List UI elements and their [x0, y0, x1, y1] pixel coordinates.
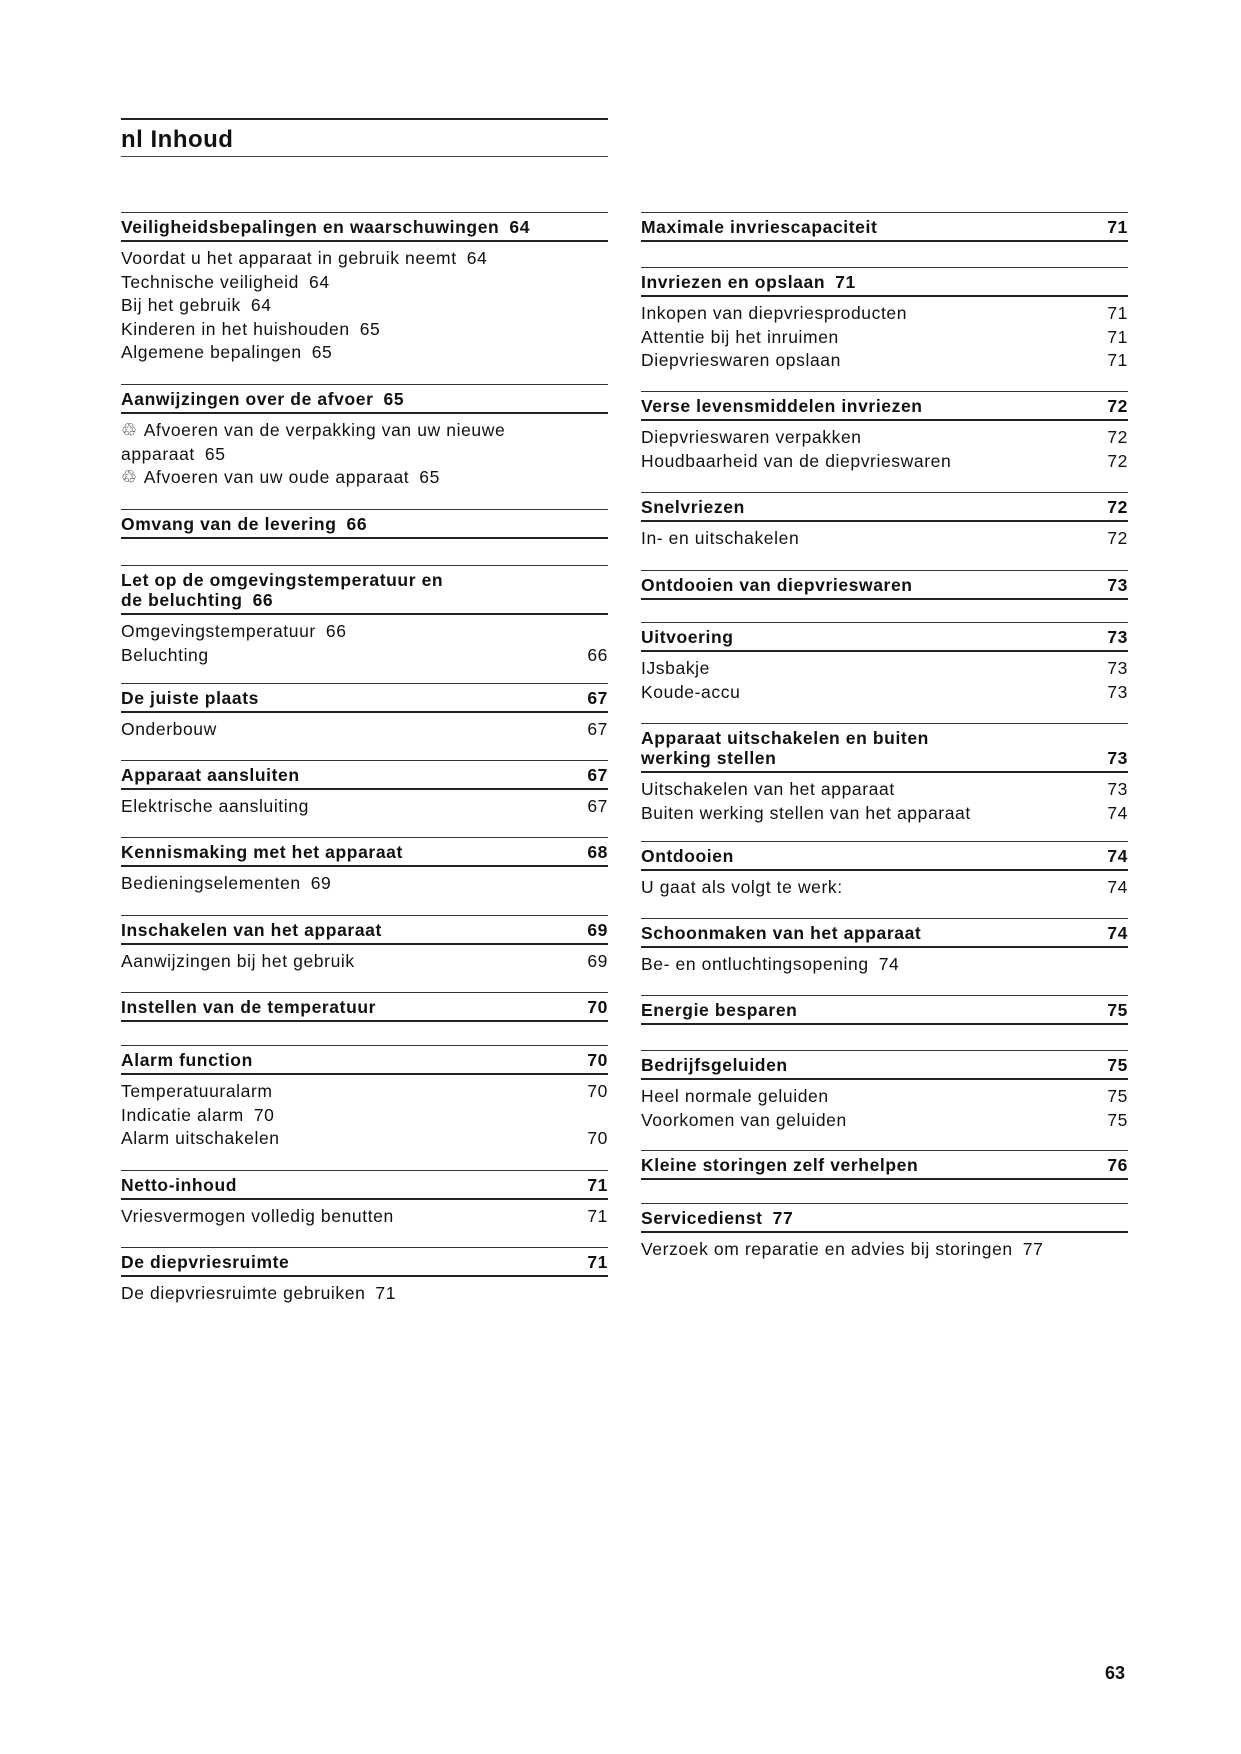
toc-section-heading[interactable]: [641, 267, 1128, 297]
page-ref: 75: [1107, 1000, 1128, 1020]
toc-section-heading[interactable]: [641, 570, 1128, 600]
page-ref: 71: [1107, 326, 1128, 347]
toc-section: [121, 837, 608, 915]
toc-section-heading[interactable]: [121, 683, 608, 713]
heading-text: Snelvriezen: [641, 497, 745, 517]
entry-text: Voordat u het apparaat in gebruik neemt: [121, 248, 457, 268]
toc-entry[interactable]: [641, 450, 1128, 474]
toc-entry[interactable]: [121, 1080, 608, 1104]
toc-left-column: [121, 212, 608, 1307]
toc-section-heading[interactable]: [121, 915, 608, 945]
heading-text: Energie besparen: [641, 1000, 798, 1020]
entry-text: IJsbakje: [641, 658, 710, 678]
toc-section-heading[interactable]: [121, 565, 608, 615]
entry-text: In- en uitschakelen: [641, 528, 800, 548]
toc-entry[interactable]: [641, 426, 1128, 450]
heading-text-line2: de beluchting: [121, 590, 243, 610]
toc-entry[interactable]: [641, 681, 1128, 705]
toc-entry[interactable]: [641, 1238, 1128, 1262]
toc-section-heading[interactable]: [641, 723, 1128, 773]
entry-text: Afvoeren van uw oude apparaat: [143, 467, 410, 487]
recycle-icon: ♲: [121, 467, 138, 487]
entry-text: Alarm uitschakelen: [121, 1128, 280, 1148]
page-ref: 69: [587, 920, 608, 940]
entry-text: Diepvrieswaren opslaan: [641, 350, 841, 370]
toc-section-heading[interactable]: [641, 841, 1128, 871]
heading-text: Let op de omgevingstemperatuur en: [121, 570, 444, 590]
toc-section: [121, 212, 608, 384]
page-ref: 75: [1107, 1055, 1128, 1075]
toc-entry[interactable]: [641, 527, 1128, 551]
heading-text: Alarm function: [121, 1050, 253, 1070]
entry-text: Beluchting: [121, 644, 209, 665]
page-ref: 74: [1107, 846, 1128, 866]
heading-text: Omvang van de levering: [121, 514, 337, 534]
toc-entry[interactable]: [641, 1109, 1128, 1133]
page-number: 63: [1105, 1663, 1126, 1683]
toc-entry[interactable]: [121, 872, 608, 896]
page-ref: 72: [1107, 528, 1128, 548]
entry-text: Vriesvermogen volledig benutten: [121, 1206, 394, 1226]
page-header: [121, 118, 608, 157]
toc-section-heading[interactable]: [641, 1203, 1128, 1233]
toc-entry[interactable]: [121, 466, 608, 490]
toc-entry[interactable]: [121, 1104, 608, 1128]
toc-section: [121, 1247, 608, 1307]
toc-section: [641, 570, 1128, 622]
heading-text: Netto-inhoud: [121, 1175, 238, 1195]
entry-text: Temperatuuralarm: [121, 1081, 273, 1101]
toc-section: [641, 212, 1128, 267]
entry-text: Omgevingstemperatuur: [121, 621, 316, 641]
page-ref: 77: [772, 1208, 794, 1228]
toc-entry[interactable]: [641, 802, 1128, 826]
page-ref: 67: [587, 688, 608, 708]
entry-text: apparaat: [121, 443, 195, 464]
entry-text: Bedieningselementen: [121, 873, 301, 893]
toc-section-heading[interactable]: [641, 622, 1128, 652]
page-ref: 68: [587, 842, 608, 862]
entry-text: U gaat als volgt te werk:: [641, 877, 843, 897]
toc-section: [121, 1045, 608, 1170]
page-ref: 69: [310, 873, 332, 893]
toc-section-heading[interactable]: [641, 212, 1128, 242]
toc-entry-continued[interactable]: [121, 443, 608, 467]
page-ref: 74: [1107, 923, 1128, 943]
toc-entry[interactable]: [121, 620, 608, 644]
toc-entry[interactable]: [641, 953, 1128, 977]
entry-text: Buiten werking stellen van het apparaat: [641, 802, 971, 823]
page-ref: 66: [325, 621, 347, 641]
toc-section-heading[interactable]: [641, 391, 1128, 421]
toc-section: [641, 723, 1128, 841]
toc-section: [121, 1170, 608, 1247]
toc-entry[interactable]: [121, 294, 608, 318]
toc-entry[interactable]: [121, 341, 608, 365]
heading-text: Ontdooien: [641, 846, 734, 866]
toc-section-heading[interactable]: [121, 1170, 608, 1200]
page-ref: 71: [587, 1175, 608, 1195]
toc-entry[interactable]: [121, 950, 608, 974]
heading-text: Servicedienst: [641, 1208, 763, 1228]
entry-text: Elektrische aansluiting: [121, 796, 309, 816]
toc-section: [641, 918, 1128, 995]
page-ref: 67: [587, 719, 608, 739]
toc-section: [121, 992, 608, 1045]
entry-text: Inkopen van diepvriesproducten: [641, 303, 908, 323]
entry-text: Heel normale geluiden: [641, 1086, 829, 1106]
toc-entry[interactable]: [641, 1085, 1128, 1109]
page-ref: 72: [1107, 497, 1128, 517]
page-ref: 65: [359, 318, 381, 339]
page-ref: 74: [1107, 877, 1128, 897]
toc-section: [641, 267, 1128, 391]
page-title: nl Inhoud: [121, 126, 234, 153]
toc-section: [641, 391, 1128, 492]
toc-entry[interactable]: [641, 326, 1128, 350]
toc-section-heading[interactable]: [641, 1050, 1128, 1080]
entry-text: Aanwijzingen bij het gebruik: [121, 951, 355, 971]
page-ref: 70: [587, 1128, 608, 1148]
page-ref: 65: [311, 342, 333, 362]
toc-entry[interactable]: [641, 349, 1128, 373]
page-ref: 73: [1107, 748, 1128, 768]
page-ref: 72: [1107, 427, 1128, 447]
page-ref: 73: [1107, 658, 1128, 678]
toc-section: [641, 1150, 1128, 1203]
toc-right-column: [641, 212, 1128, 1263]
toc-entry[interactable]: [121, 271, 608, 295]
page-ref: 70: [587, 1081, 608, 1101]
page-ref: 72: [1107, 396, 1128, 416]
page-ref: 70: [587, 997, 608, 1017]
heading-text: Veiligheidsbepalingen en waarschuwingen: [121, 217, 500, 237]
toc-entry[interactable]: [641, 657, 1128, 681]
page-ref: 73: [1107, 575, 1128, 595]
toc-entry[interactable]: [121, 419, 608, 443]
heading-text: Kennismaking met het apparaat: [121, 842, 403, 862]
page-ref: 71: [375, 1283, 397, 1303]
page-ref: 75: [1107, 1109, 1128, 1130]
heading-text: Uitvoering: [641, 627, 734, 647]
toc-entry[interactable]: [121, 795, 608, 819]
page-ref: 74: [1107, 802, 1128, 823]
entry-text: Bij het gebruik: [121, 295, 241, 315]
toc-section: [641, 1050, 1128, 1150]
page-ref: 65: [204, 443, 226, 464]
toc-section-heading[interactable]: [121, 837, 608, 867]
toc-entry[interactable]: [121, 1127, 608, 1151]
page-ref: 65: [419, 467, 440, 487]
page-ref: 71: [835, 272, 856, 292]
heading-text: Ontdooien van diepvrieswaren: [641, 575, 913, 595]
heading-text: Inschakelen van het apparaat: [121, 920, 382, 940]
toc-section-heading[interactable]: [121, 992, 608, 1022]
entry-text: Diepvrieswaren verpakken: [641, 427, 862, 447]
toc-section-heading[interactable]: [121, 212, 608, 242]
heading-text: Apparaat uitschakelen en buiten: [641, 728, 929, 748]
heading-text: Apparaat aansluiten: [121, 765, 300, 785]
toc-section-heading[interactable]: [121, 509, 608, 539]
entry-text: Be- en ontluchtingsopening: [641, 954, 869, 974]
toc-section: [641, 622, 1128, 723]
toc-section: [641, 1203, 1128, 1263]
toc-section-heading[interactable]: [121, 1247, 608, 1277]
page-ref: 73: [1107, 681, 1128, 702]
page-ref: 64: [466, 248, 488, 268]
toc-section: [121, 509, 608, 565]
toc-section-heading[interactable]: [641, 918, 1128, 948]
toc-section: [641, 492, 1128, 570]
entry-text: De diepvriesruimte gebruiken: [121, 1283, 366, 1303]
toc-section: [121, 565, 608, 683]
page-ref: 66: [346, 514, 368, 534]
page-ref: 70: [587, 1050, 608, 1070]
heading-text: Schoonmaken van het apparaat: [641, 923, 922, 943]
entry-text: Uitschakelen van het apparaat: [641, 779, 895, 799]
toc-entry[interactable]: [121, 644, 608, 668]
heading-text: Maximale invriescapaciteit: [641, 217, 878, 237]
page-ref: 71: [1107, 303, 1128, 323]
page-ref: 73: [1107, 627, 1128, 647]
entry-text: Verzoek om reparatie en advies bij storingen: [641, 1239, 1013, 1259]
page-ref: 64: [308, 271, 330, 292]
entry-text: Voorkomen van geluiden: [641, 1109, 847, 1130]
toc-entry[interactable]: [121, 1282, 608, 1306]
toc-section-heading[interactable]: [641, 995, 1128, 1025]
heading-text: Kleine storingen zelf verhelpen: [641, 1155, 919, 1175]
heading-text: Aanwijzingen over de afvoer: [121, 389, 374, 409]
page-ref: 71: [1107, 217, 1128, 237]
recycle-icon: ♲: [121, 420, 138, 440]
toc-section-heading[interactable]: [121, 1045, 608, 1075]
page-ref: 76: [1107, 1155, 1128, 1175]
page-ref: 64: [250, 295, 272, 315]
page-ref: 77: [1022, 1239, 1044, 1259]
entry-text: Technische veiligheid: [121, 271, 299, 292]
entry-text: Indicatie alarm: [121, 1104, 244, 1125]
heading-text: Verse levensmiddelen invriezen: [641, 396, 923, 416]
toc-section-heading[interactable]: [641, 1150, 1128, 1180]
toc-entry[interactable]: [121, 718, 608, 742]
page-ref: 67: [587, 765, 608, 785]
toc-section-heading[interactable]: [641, 492, 1128, 522]
entry-text: Kinderen in het huishouden: [121, 318, 350, 339]
heading-text: Bedrijfsgeluiden: [641, 1055, 788, 1075]
toc-entry[interactable]: [641, 778, 1128, 802]
toc-section: [121, 683, 608, 760]
toc-entry[interactable]: [641, 876, 1128, 900]
entry-text: Onderbouw: [121, 719, 217, 739]
page-ref: 73: [1107, 779, 1128, 799]
entry-text: Attentie bij het inruimen: [641, 326, 839, 347]
toc-entry[interactable]: [121, 1205, 608, 1229]
page-ref: 74: [878, 954, 900, 974]
page-ref: 66: [587, 644, 608, 665]
page-ref: 71: [587, 1252, 608, 1272]
toc-section-heading[interactable]: [121, 760, 608, 790]
toc-section: [121, 760, 608, 837]
page-ref: 71: [1107, 350, 1128, 370]
heading-text: Instellen van de temperatuur: [121, 997, 377, 1017]
heading-text: De juiste plaats: [121, 688, 259, 708]
toc-section-heading[interactable]: [121, 384, 608, 414]
toc-entry[interactable]: [641, 302, 1128, 326]
page-ref: 67: [587, 796, 608, 816]
entry-text: Afvoeren van de verpakking van uw nieuwe: [143, 420, 506, 440]
toc-section: [121, 915, 608, 992]
page-ref: 70: [253, 1104, 275, 1125]
toc-entry[interactable]: [121, 318, 608, 342]
entry-text: Algemene bepalingen: [121, 342, 302, 362]
page-ref: 69: [587, 951, 608, 971]
page-ref: 64: [509, 217, 531, 237]
page-ref: 71: [587, 1206, 608, 1226]
heading-text-line2: werking stellen: [641, 748, 777, 768]
page-ref: 72: [1107, 450, 1128, 471]
page-ref: 66: [252, 590, 274, 610]
toc-entry[interactable]: [121, 247, 608, 271]
entry-text: Koude-accu: [641, 681, 741, 702]
page-ref: 65: [383, 389, 405, 409]
heading-text: Invriezen en opslaan: [641, 272, 826, 292]
heading-text: De diepvriesruimte: [121, 1252, 290, 1272]
toc-section: [121, 384, 608, 509]
entry-text: Houdbaarheid van de diepvrieswaren: [641, 450, 952, 471]
page-ref: 75: [1107, 1086, 1128, 1106]
toc-section: [641, 995, 1128, 1050]
toc-section: [641, 841, 1128, 918]
